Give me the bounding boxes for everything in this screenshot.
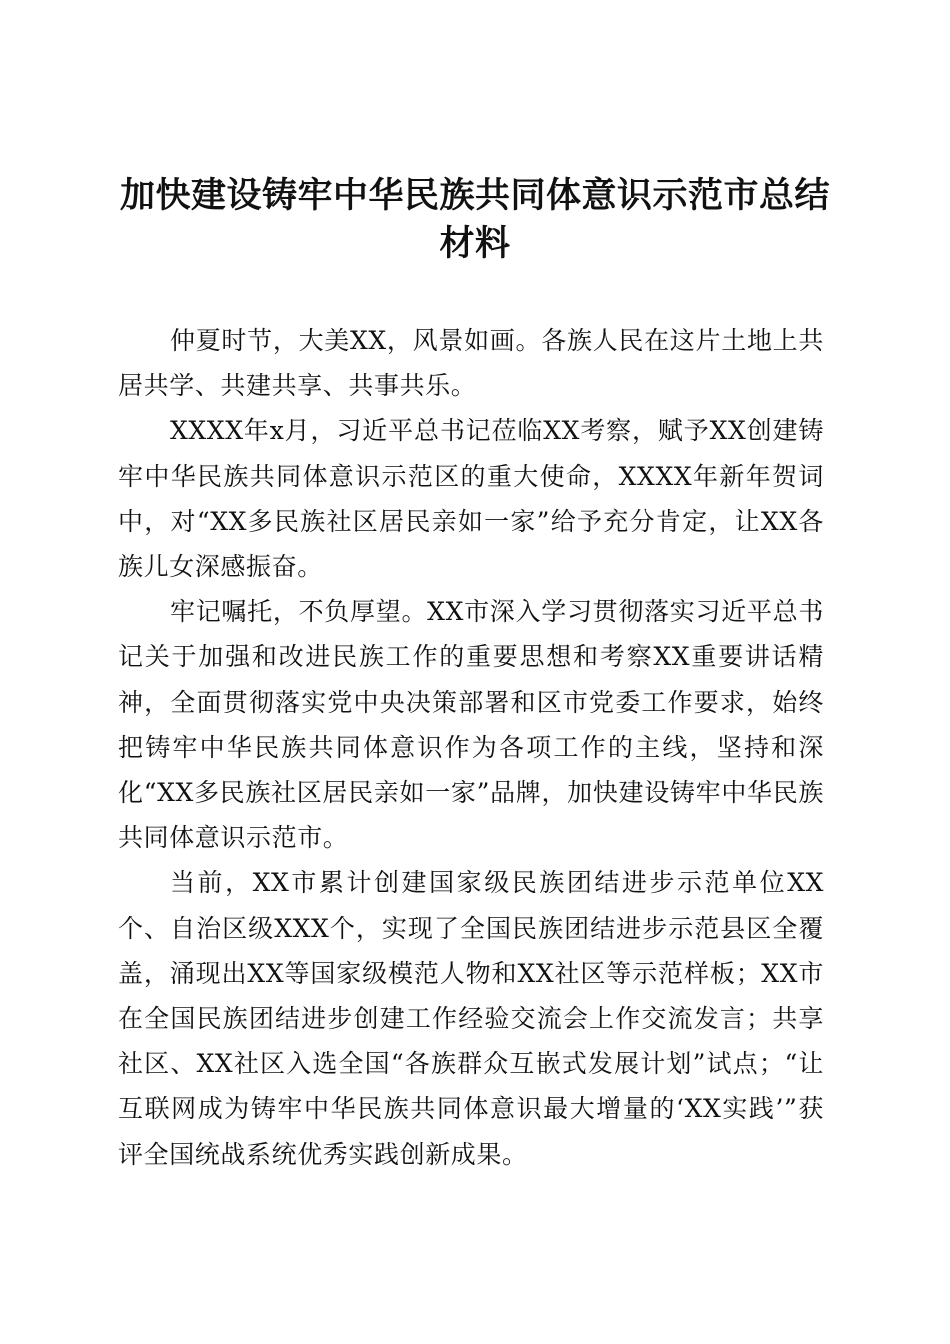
document-title: 加快建设铸牢中华民族共同体意识示范市总结材料 <box>119 175 830 264</box>
paragraph: 当前，XX市累计创建国家级民族团结进步示范单位XX个、自治区级XXX个，实现了全国民族团结进步示范县区全覆盖，涌现出XX等国家级模范人物和XX社区等示范样板；XX市在全国民族团结进步创建工作经验交流会上作交流发言；共享社区、XX社区入选全国“各族群众互嵌式发展计划”试点；“让互联网成为铸牢中华民族共同体意识最大增量的‘XX实践’”获评全国统战系统优秀实践创新成果。 <box>118 868 824 1169</box>
document-body <box>118 318 824 1177</box>
paragraph: 仲夏时节，大美XX，风景如画。各族人民在这片土地上共居共学、共建共享、共事共乐。 <box>118 326 824 401</box>
paragraph: XXXX年x月，习近平总书记莅临XX考察，赋予XX创建铸牢中华民族共同体意识示范区的重大使命，XXXX年新年贺词中，对“XX多民族社区居民亲如一家”给予充分肯定，让XX各族儿女深感振奋。 <box>118 416 824 582</box>
paragraph: 牢记嘱托，不负厚望。XX市深入学习贯彻落实习近平总书记关于加强和改进民族工作的重要思想和考察XX重要讲话精神，全面贯彻落实党中央决策部署和区市党委工作要求，始终把铸牢中华民族共同体意识作为各项工作的主线，坚持和深化“XX多民族社区居民亲如一家”品牌，加快建设铸牢中华民族共同体意识示范市。 <box>118 597 824 853</box>
